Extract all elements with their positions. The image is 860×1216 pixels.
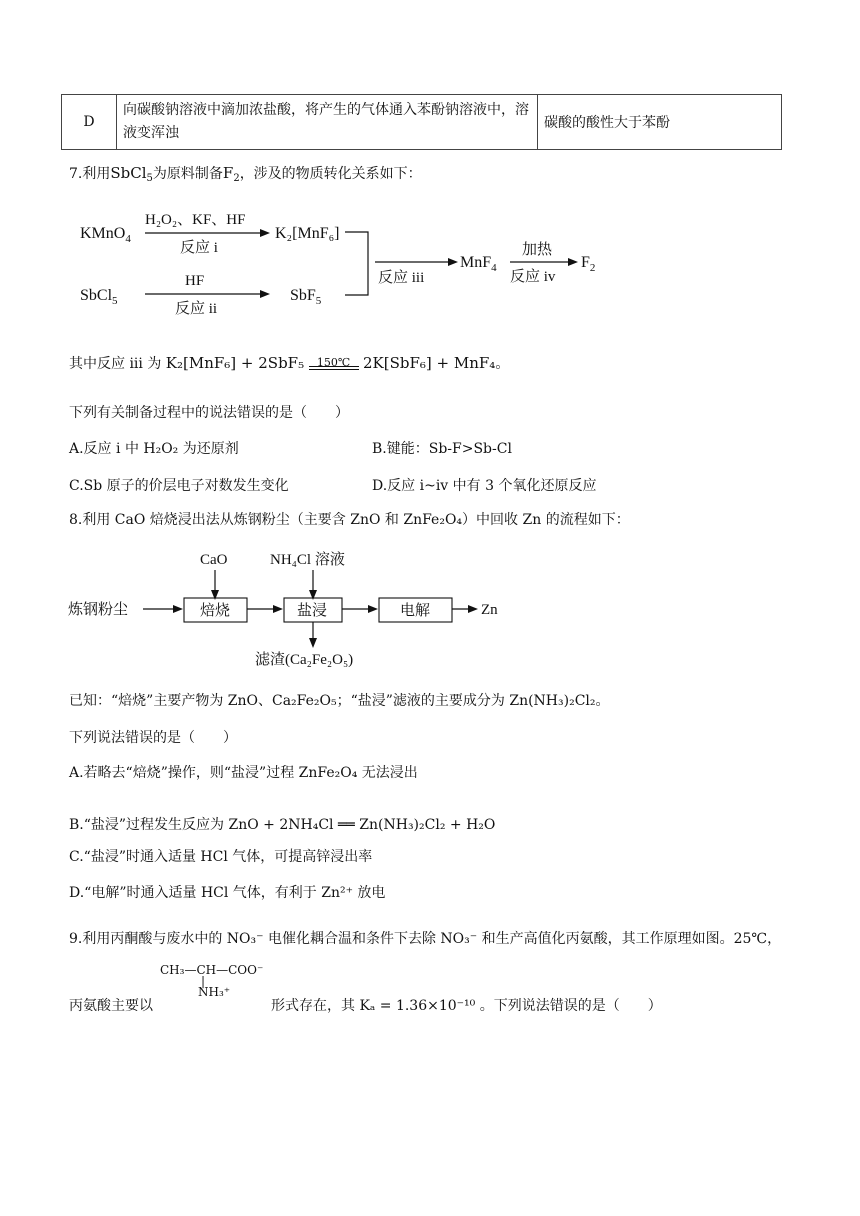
sbcl5-label: SbCl$_5$: [80, 287, 118, 307]
reagent-ii-label: HF: [185, 273, 205, 289]
option-letter-cell: D: [62, 95, 117, 150]
reaction-iii-label: 反应 iii: [378, 270, 425, 286]
process-flow-diagram: [60, 540, 520, 670]
q7-option-c: C.Sb 原子的价层电子对数发生变化: [69, 478, 289, 494]
mnf4-label: MnF$_4$: [460, 254, 497, 274]
reaction-iii-reactants: K₂[MnF₆] + 2SbF₅: [165, 354, 305, 372]
q8-option-c: C.“盐浸”时通入适量 HCl 气体，可提高锌浸出率: [69, 849, 373, 865]
nh4cl-label: NH₄Cl 溶液: [270, 552, 345, 568]
zn-label: Zn: [481, 602, 498, 618]
q7-stem: 7.利用SbCl$_5$为原料制备$F_2$，涉及的物质转化关系如下：: [69, 164, 422, 184]
conclusion-cell: 碳酸的酸性大于苯酚: [538, 95, 782, 150]
q8-known: 已知：“焙烧”主要产物为 ZnO、Ca₂Fe₂O₅；“盐浸”滤液的主要成分为 Zn(NH₃)₂Cl₂。: [69, 693, 610, 709]
q7-option-d: D.反应 i~iv 中有 3 个氧化还原反应: [372, 478, 597, 494]
sbf5-label: SbF$_5$: [290, 287, 322, 307]
dust-label: 炼钢粉尘: [68, 602, 129, 618]
q8-stem: 8.利用 CaO 焙烧浸出法从炼钢粉尘（主要含 ZnO 和 ZnFe₂O₄）中回收 Zn 的流程如下：: [69, 512, 630, 528]
q9-line2-a: 丙氨酸主要以: [69, 998, 153, 1014]
structure-bottom: NH₃⁺: [198, 985, 231, 999]
options-table: [61, 94, 782, 150]
q7-question: 下列有关制备过程中的说法错误的是（ ）: [69, 405, 349, 421]
q8-option-a: A.若略去“焙烧”操作，则“盐浸”过程 ZnFe₂O₄ 无法浸出: [69, 765, 418, 781]
reaction-iii-line: 其中反应 iii 为 K₂[MnF₆] + 2SbF₅ 150℃ 2K[SbF₆] + MnF₄。: [69, 354, 510, 372]
q7-option-a: A.反应 i 中 H₂O₂ 为还原剂: [69, 441, 239, 457]
cao-label: CaO: [200, 552, 228, 568]
reaction-iv-label: 反应 iv: [510, 269, 556, 285]
table-row: [62, 95, 782, 150]
f2-label: $F_2$: [581, 254, 596, 274]
reaction-iii-products: 2K[SbF₆] + MnF₄: [363, 354, 496, 372]
heat-label: 加热: [522, 242, 553, 258]
leach-box: 盐浸: [297, 603, 328, 619]
q9-line2-b: 形式存在，其 Kₐ = 1.36×10⁻¹⁰ 。下列说法错误的是（ ）: [271, 998, 662, 1014]
reaction-ii-label: 反应 ii: [175, 301, 218, 317]
kmno4-label: KMnO$_4$: [80, 225, 131, 245]
structure-top: CH₃—CH—COO⁻: [160, 963, 264, 977]
reaction-scheme-diagram: [60, 200, 620, 320]
alanine-structure: CH₃—CH—COO⁻ | NH₃⁺: [160, 963, 264, 999]
operation-cell: 向碳酸钠溶液中滴加浓盐酸，将产生的气体通入苯酚钠溶液中，溶液变浑浊: [117, 95, 538, 150]
reaction-i-label: 反应 i: [180, 240, 218, 256]
q8-question: 下列说法错误的是（ ）: [69, 730, 237, 746]
reagents-i-label: H₂O₂、KF、HF: [145, 212, 246, 228]
q8-option-d: D.“电解”时通入适量 HCl 气体，有利于 Zn²⁺ 放电: [69, 885, 386, 901]
roast-box: 焙烧: [200, 603, 231, 619]
electro-box: 电解: [400, 603, 431, 619]
residue-label: 滤渣(Ca₂Fe₂O₅): [255, 652, 354, 668]
q7-option-b: B.键能：Sb-F>Sb-Cl: [372, 441, 512, 457]
q8-option-b: B.“盐浸”过程发生反应为 ZnO + 2NH₄Cl ══ Zn(NH₃)₂Cl₂ + H₂O: [69, 817, 496, 833]
q9-stem: 9.利用丙酮酸与废水中的 NO₃⁻ 电催化耦合温和条件下去除 NO₃⁻ 和生产高值化丙氨酸，其工作原理如图。25℃，: [69, 931, 782, 947]
k2mnf6-label: K₂[MnF₆]: [275, 225, 340, 242]
